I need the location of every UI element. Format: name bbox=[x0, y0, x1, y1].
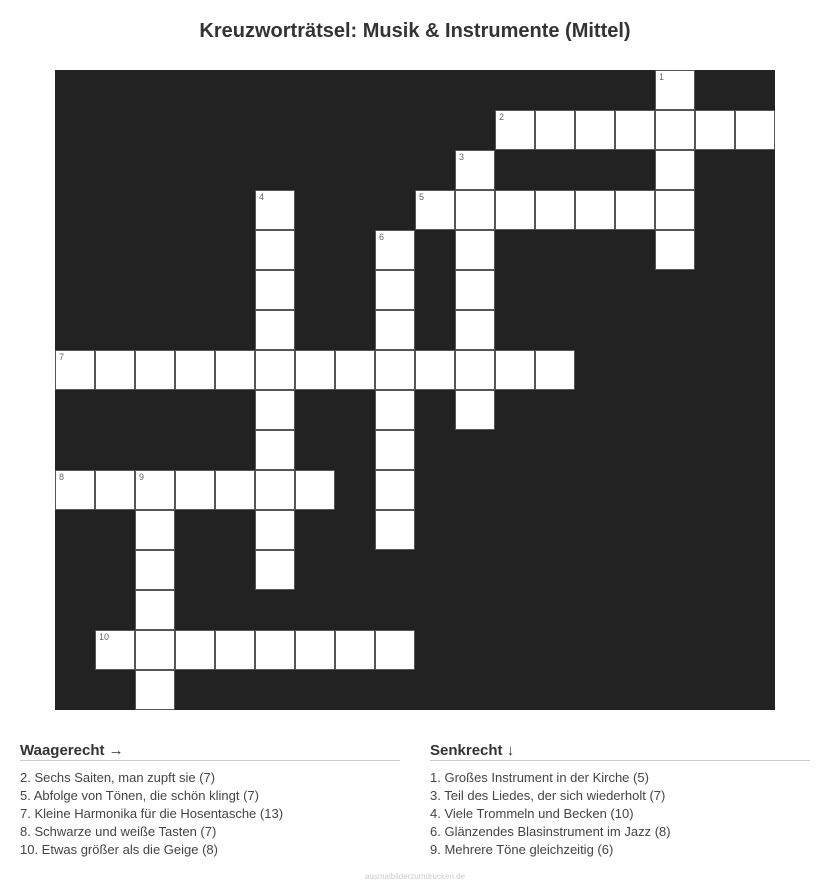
clue-number: 10 bbox=[99, 632, 110, 642]
across-clue: 5. Abfolge von Tönen, die schön klingt (7) bbox=[20, 788, 259, 803]
crossword-cell[interactable] bbox=[455, 190, 495, 230]
clue-number: 8 bbox=[59, 472, 65, 482]
clue-number: 6 bbox=[379, 232, 385, 242]
clue-number: 9 bbox=[139, 472, 145, 482]
crossword-cell[interactable] bbox=[255, 230, 295, 270]
crossword-cell[interactable] bbox=[335, 630, 375, 670]
crossword-cell[interactable] bbox=[175, 630, 215, 670]
crossword-grid bbox=[55, 70, 775, 710]
crossword-cell[interactable] bbox=[575, 190, 615, 230]
crossword-cell[interactable] bbox=[135, 630, 175, 670]
crossword-cell[interactable] bbox=[255, 390, 295, 430]
across-heading: Waagerecht → bbox=[20, 742, 400, 761]
crossword-cell[interactable] bbox=[375, 430, 415, 470]
crossword-cell[interactable] bbox=[175, 350, 215, 390]
crossword-cell[interactable] bbox=[255, 190, 295, 230]
crossword-cell[interactable] bbox=[135, 510, 175, 550]
crossword-cell[interactable] bbox=[295, 350, 335, 390]
crossword-cell[interactable] bbox=[455, 310, 495, 350]
crossword-cell[interactable] bbox=[695, 110, 735, 150]
crossword-cell[interactable] bbox=[135, 470, 175, 510]
crossword-cell[interactable] bbox=[255, 270, 295, 310]
crossword-cell[interactable] bbox=[495, 350, 535, 390]
crossword-cell[interactable] bbox=[335, 350, 375, 390]
down-clue: 6. Glänzendes Blasinstrument im Jazz (8) bbox=[430, 824, 671, 839]
down-clue-list bbox=[430, 769, 810, 859]
crossword-cell[interactable] bbox=[375, 630, 415, 670]
crossword-cell[interactable] bbox=[375, 390, 415, 430]
crossword-cell[interactable] bbox=[455, 230, 495, 270]
crossword-cell[interactable] bbox=[455, 270, 495, 310]
down-clues-section bbox=[430, 742, 810, 859]
across-clue: 7. Kleine Harmonika für die Hosentasche (13) bbox=[20, 806, 284, 821]
crossword-cell[interactable] bbox=[655, 190, 695, 230]
crossword-cell[interactable] bbox=[135, 670, 175, 710]
crossword-cell[interactable] bbox=[375, 270, 415, 310]
clue-number: 7 bbox=[59, 352, 65, 362]
crossword-cell[interactable] bbox=[215, 470, 255, 510]
crossword-cell[interactable] bbox=[495, 190, 535, 230]
clue-number: 1 bbox=[659, 72, 665, 82]
clue-number: 4 bbox=[259, 192, 265, 202]
crossword-cell[interactable] bbox=[135, 350, 175, 390]
crossword-cell[interactable] bbox=[95, 350, 135, 390]
crossword-cell[interactable] bbox=[95, 470, 135, 510]
clue-number: 3 bbox=[459, 152, 465, 162]
crossword-cell[interactable] bbox=[655, 150, 695, 190]
down-clue: 3. Teil des Liedes, der sich wiederholt (7) bbox=[430, 788, 666, 803]
crossword-cell[interactable] bbox=[455, 350, 495, 390]
clue-number: 2 bbox=[499, 112, 505, 122]
crossword-cell[interactable] bbox=[535, 110, 575, 150]
crossword-cell[interactable] bbox=[375, 510, 415, 550]
crossword-cell[interactable] bbox=[295, 630, 335, 670]
crossword-cell[interactable] bbox=[55, 470, 95, 510]
crossword-cell[interactable] bbox=[135, 590, 175, 630]
crossword-cell[interactable] bbox=[655, 230, 695, 270]
across-clue: 10. Etwas größer als die Geige (8) bbox=[20, 842, 218, 857]
crossword-cell[interactable] bbox=[535, 190, 575, 230]
crossword-cell[interactable] bbox=[655, 70, 695, 110]
crossword-cell[interactable] bbox=[535, 350, 575, 390]
down-clue: 9. Mehrere Töne gleichzeitig (6) bbox=[430, 842, 614, 857]
crossword-cell[interactable] bbox=[55, 350, 95, 390]
crossword-cell[interactable] bbox=[255, 430, 295, 470]
crossword-cell[interactable] bbox=[575, 110, 615, 150]
crossword-cell[interactable] bbox=[255, 630, 295, 670]
crossword-cell[interactable] bbox=[375, 230, 415, 270]
crossword-cell[interactable] bbox=[375, 350, 415, 390]
crossword-cell[interactable] bbox=[95, 630, 135, 670]
crossword-cell[interactable] bbox=[375, 470, 415, 510]
crossword-cell[interactable] bbox=[615, 190, 655, 230]
crossword-cell[interactable] bbox=[615, 110, 655, 150]
crossword-cell[interactable] bbox=[415, 350, 455, 390]
crossword-cell[interactable] bbox=[735, 110, 775, 150]
crossword-cell[interactable] bbox=[415, 190, 455, 230]
crossword-cell[interactable] bbox=[215, 630, 255, 670]
crossword-cell[interactable] bbox=[215, 350, 255, 390]
across-clue-list bbox=[20, 769, 400, 859]
crossword-cell[interactable] bbox=[455, 390, 495, 430]
clue-number: 5 bbox=[419, 192, 425, 202]
page-title: Kreuzworträtsel: Musik & Instrumente (Mittel) bbox=[199, 20, 631, 42]
crossword-cell[interactable] bbox=[255, 550, 295, 590]
crossword-cell[interactable] bbox=[255, 310, 295, 350]
down-clue: 4. Viele Trommeln und Becken (10) bbox=[430, 806, 634, 821]
crossword-cell[interactable] bbox=[375, 310, 415, 350]
footer-credit: ausmalbilderzumdrucken.de bbox=[364, 872, 466, 881]
down-heading: Senkrecht ↓ bbox=[430, 742, 810, 761]
crossword-cell[interactable] bbox=[655, 110, 695, 150]
crossword-cell[interactable] bbox=[455, 150, 495, 190]
down-clue: 1. Großes Instrument in der Kirche (5) bbox=[430, 770, 649, 785]
across-clue: 2. Sechs Saiten, man zupft sie (7) bbox=[20, 770, 216, 785]
crossword-cell[interactable] bbox=[295, 470, 335, 510]
crossword-cell[interactable] bbox=[175, 470, 215, 510]
crossword-cell[interactable] bbox=[255, 350, 295, 390]
crossword-cell[interactable] bbox=[495, 110, 535, 150]
across-clues-section bbox=[20, 742, 400, 859]
crossword-cell[interactable] bbox=[135, 550, 175, 590]
across-clue: 8. Schwarze und weiße Tasten (7) bbox=[20, 824, 217, 839]
crossword-cell[interactable] bbox=[255, 510, 295, 550]
crossword-cell[interactable] bbox=[255, 470, 295, 510]
